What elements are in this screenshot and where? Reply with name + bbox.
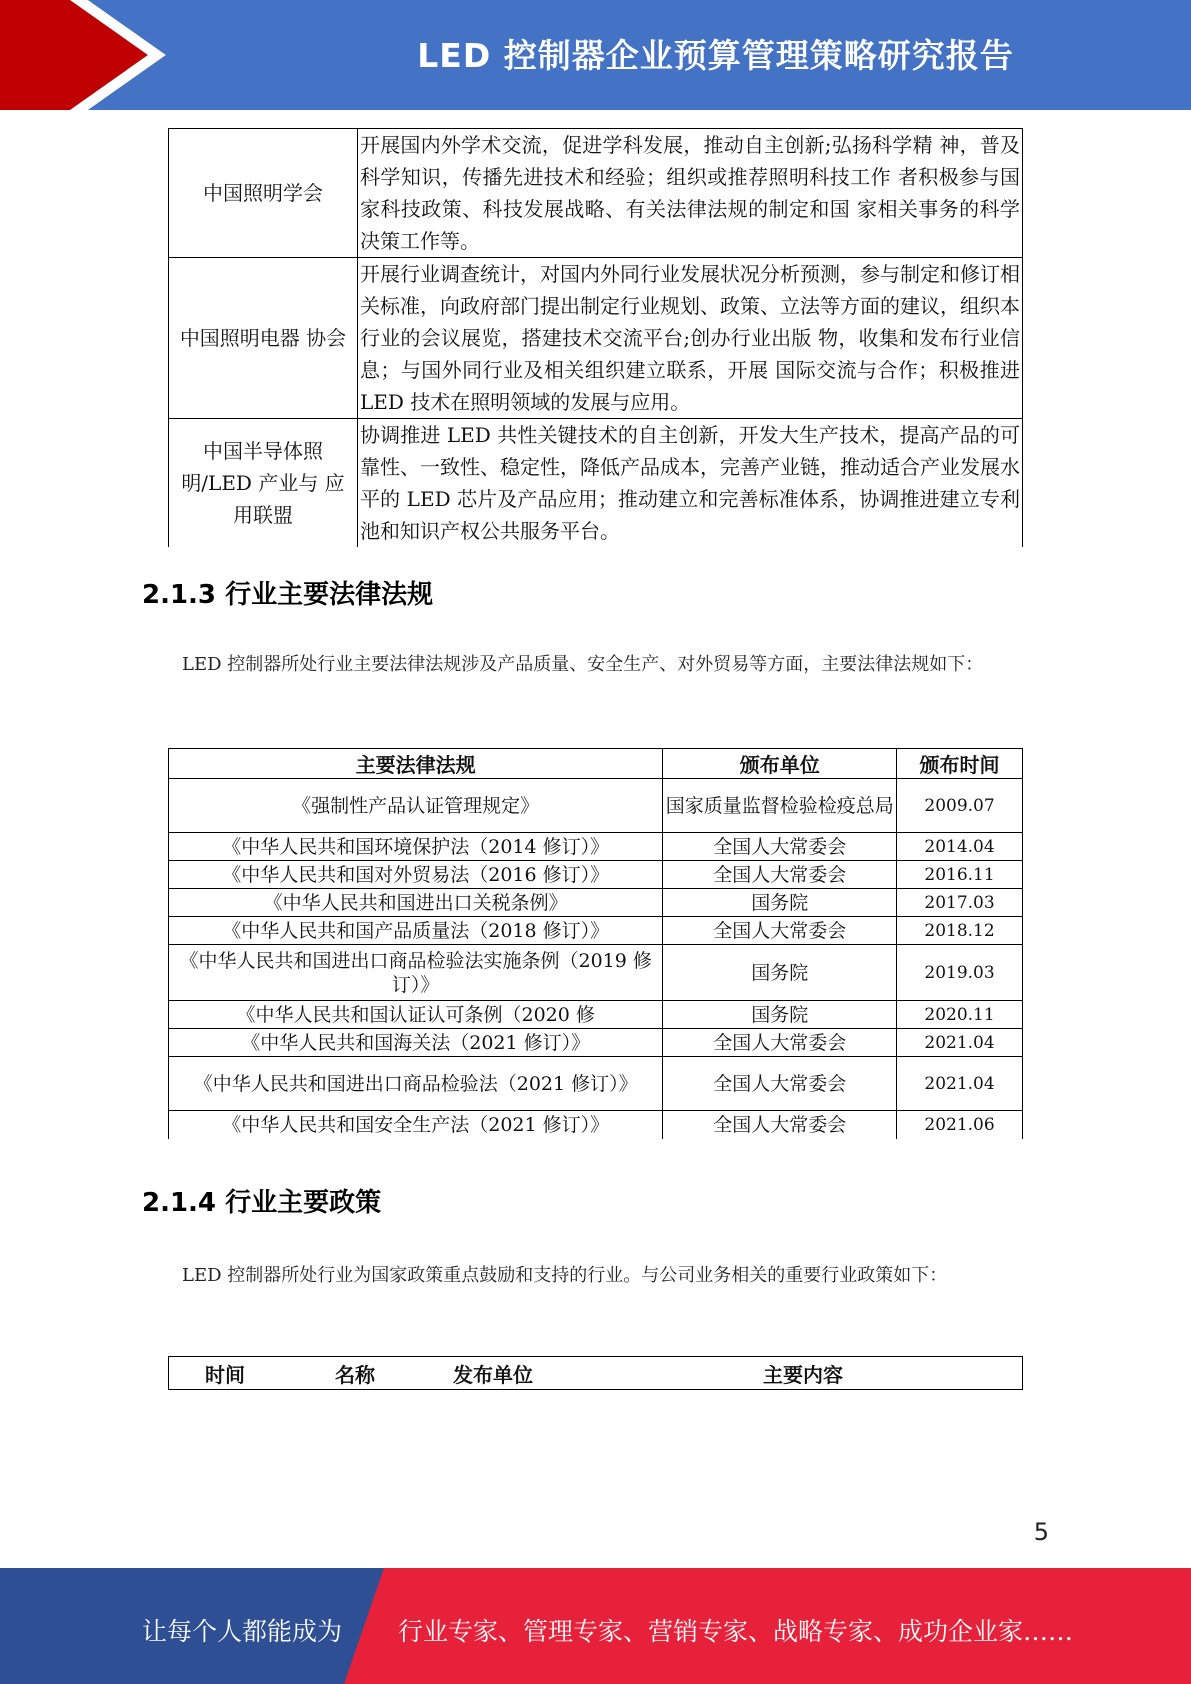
law-name: 《中华人民共和国进出口商品检验法实施条例（2019 修订）》 [169,945,663,1001]
issue-date: 2017.03 [897,889,1023,917]
law-name: 《中华人民共和国进出口商品检验法（2021 修订）》 [169,1057,663,1111]
table-row [169,779,1023,833]
org-name: 中国照明学会 [169,129,358,258]
footer-slogan-right: 行业专家、管理专家、营销专家、战略专家、成功企业家…… [398,1617,1074,1646]
column-header: 主要内容 [653,1357,1023,1390]
table-row [169,833,1023,861]
law-name: 《中华人民共和国安全生产法（2021 修订）》 [169,1111,663,1139]
table-row [169,917,1023,945]
law-name: 《中华人民共和国进出口关税条例》 [169,889,663,917]
policies-intro-paragraph: LED 控制器所处行业为国家政策重点鼓励和支持的行业。与公司业务相关的重要行业政策如下： [182,1265,948,1286]
page-footer [0,1568,1191,1684]
issue-date: 2021.04 [897,1029,1023,1057]
law-name: 《中华人民共和国环境保护法（2014 修订）》 [169,833,663,861]
footer-slogan-left: 让每个人都能成为 [142,1617,343,1646]
issuer: 国家质量监督检验检疫总局 [663,779,897,833]
laws-intro-paragraph: LED 控制器所处行业主要法律法规涉及产品质量、安全生产、对外贸易等方面，主要法律法规如下： [182,654,984,675]
table-row [169,419,1023,548]
law-name: 《强制性产品认证管理规定》 [169,779,663,833]
column-header: 名称 [335,1357,453,1390]
column-header: 发布单位 [453,1357,653,1390]
law-name: 《中华人民共和国认证认可条例（2020 修 [169,1001,663,1029]
section-heading-policies: 2.1.4 行业主要政策 [142,1188,382,1218]
issue-date: 2019.03 [897,945,1023,1001]
issuer: 全国人大常委会 [663,861,897,889]
issue-date: 2016.11 [897,861,1023,889]
table-row [169,258,1023,419]
org-description: 协调推进 LED 共性关键技术的自主创新，开发大生产技术，提高产品的可靠性、一致性、稳定性，降低产品成本，完善产业链，推动适合产业发展水平的 LED 芯片及产品应用；推动建立和完善标准体系，协调推进建立专利池和知识产权公共服务平台。 [358,419,1023,548]
issuer: 全国人大常委会 [663,917,897,945]
issuer: 全国人大常委会 [663,1111,897,1139]
table-row [169,889,1023,917]
table-row [169,1029,1023,1057]
column-header: 主要法律法规 [169,749,663,779]
issuer: 国务院 [663,1001,897,1029]
org-name: 中国半导体照 明/LED 产业与 应用联盟 [169,419,358,548]
section-heading-laws: 2.1.3 行业主要法律法规 [142,580,434,610]
issue-date: 2020.11 [897,1001,1023,1029]
table-row [169,129,1023,258]
column-header: 颁布时间 [897,749,1023,779]
issue-date: 2018.12 [897,917,1023,945]
policies-table [168,1356,1023,1390]
laws-table [168,748,1023,1139]
issuer: 全国人大常委会 [663,1029,897,1057]
law-name: 《中华人民共和国对外贸易法（2016 修订）》 [169,861,663,889]
org-name: 中国照明电器 协会 [169,258,358,419]
table-row [169,861,1023,889]
issuer: 全国人大常委会 [663,1057,897,1111]
page-number: 5 [1033,1518,1049,1546]
issuer: 全国人大常委会 [663,833,897,861]
table-header-row [169,1357,1023,1390]
report-title: LED 控制器企业预算管理策略研究报告 [417,36,1014,75]
org-description: 开展行业调查统计，对国内外同行业发展状况分析预测，参与制定和修订相关标准，向政府部门提出制定行业规划、政策、立法等方面的建议，组织本行业的会议展览，搭建技术交流平台;创办行业出版 物，收集和发布行业信息；与国外同行业及相关组织建立联系，开展 国际交流与合作；积极推进 LED 技术在照明领域的发展与应用。 [358,258,1023,419]
issuer: 国务院 [663,889,897,917]
issuer: 国务院 [663,945,897,1001]
issue-date: 2021.06 [897,1111,1023,1139]
issue-date: 2009.07 [897,779,1023,833]
issue-date: 2021.04 [897,1057,1023,1111]
column-header: 时间 [169,1357,336,1390]
table-row [169,1111,1023,1139]
column-header: 颁布单位 [663,749,897,779]
industry-associations-table [168,128,1023,547]
law-name: 《中华人民共和国海关法（2021 修订）》 [169,1029,663,1057]
org-description: 开展国内外学术交流，促进学科发展，推动自主创新;弘扬科学精 神，普及科学知识，传播先进技术和经验；组织或推荐照明科技工作 者积极参与国家科技政策、科技发展战略、有关法律法规的制定和国 家相关事务的科学决策工作等。 [358,129,1023,258]
table-row [169,1057,1023,1111]
law-name: 《中华人民共和国产品质量法（2018 修订）》 [169,917,663,945]
table-row [169,945,1023,1001]
table-header-row [169,749,1023,779]
issue-date: 2014.04 [897,833,1023,861]
page-header [0,0,1191,110]
table-row [169,1001,1023,1029]
